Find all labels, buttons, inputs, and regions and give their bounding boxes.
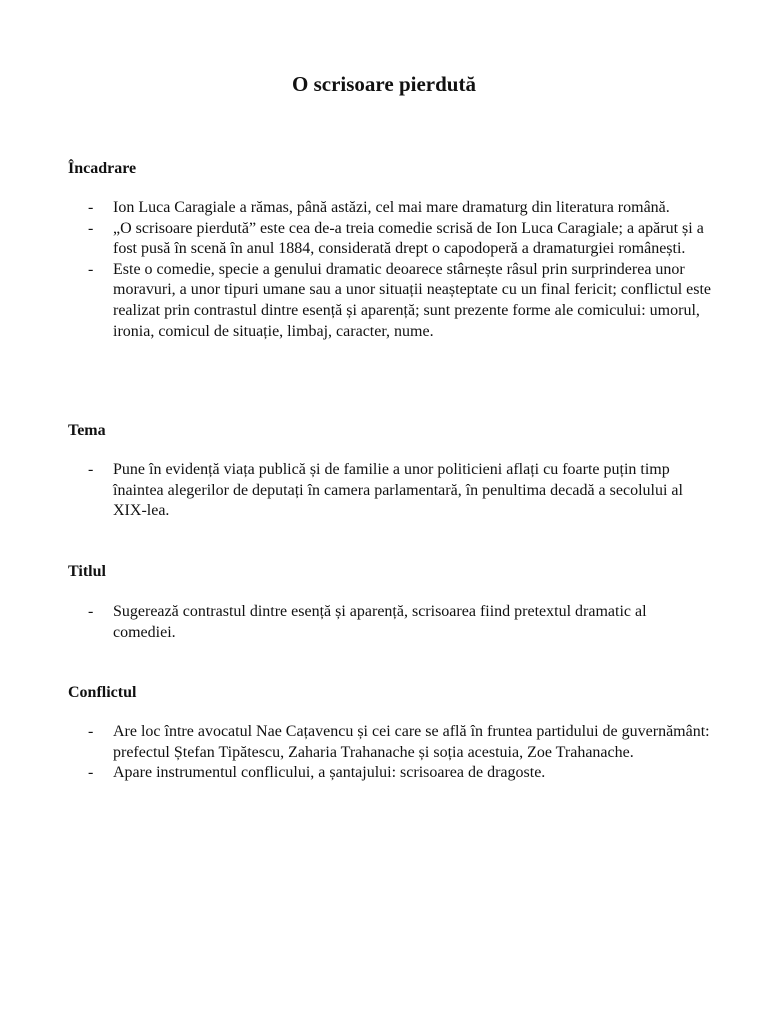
section-heading-conflictul: Conflictul (68, 684, 137, 701)
list-item-text: Are loc între avocatul Nae Cațavencu și cei care se află în fruntea partidului de guvernământ: prefectul Ștefan Tipătescu, Zaharia Trahanache și soția acestuia, Zoe Trahanache. (113, 723, 710, 761)
section-heading-incadrare: Încadrare (68, 160, 137, 177)
list-item-text: Este o comedie, specie a genului dramatic deoarece stârnește râsul prin surprinderea unor moravuri, a unor tipuri umane sau a unor situații neașteptate cu un final fericit; conflictul este realizat prin contrastul dintre esență și aparență; sunt prezente forme ale comicului: umorul, ironia, comicul de situație, limbaj, caracter, nume. (113, 260, 712, 340)
bullet-dash: - (88, 723, 94, 740)
section-heading-tema: Tema (68, 422, 106, 439)
list-conflictul (88, 722, 712, 784)
bullet-dash: - (88, 764, 94, 782)
list-item (88, 763, 712, 784)
list-item (88, 219, 712, 260)
list-item-text: Sugerează contrastul dintre esență și aparență, scrisoarea fiind pretextul dramatic al comediei. (113, 603, 647, 641)
list-item (88, 722, 712, 763)
list-titlul (88, 602, 712, 643)
list-item-text: Pune în evidență viața publică și de familie a unor politicieni aflați cu foarte puțin timp înaintea alegerilor de deputați în camera parlamentară, în penultima decadă a secolului al XIX-lea. (113, 461, 683, 520)
list-item (88, 260, 712, 342)
bullet-dash: - (88, 603, 94, 620)
list-item-text: „O scrisoare pierdută” este cea de-a treia comedie scrisă de Ion Luca Caragiale; a apărut și a fost pusă în scenă în anul 1884, considerată drept o capodoperă a dramaturgiei românești. (113, 219, 704, 258)
list-tema (88, 460, 712, 522)
list-item-text: Apare instrumentul conflicului, a șantajului: scrisoarea de dragoste. (113, 764, 546, 782)
bullet-dash: - (88, 219, 94, 237)
list-item (88, 602, 712, 643)
bullet-dash: - (88, 260, 94, 278)
section-heading-titlul: Titlul (68, 563, 106, 580)
list-incadrare (88, 198, 712, 342)
list-item-text: Ion Luca Caragiale a rămas, până astăzi, cel mai mare dramaturg din literatura română. (113, 199, 670, 216)
page-title: O scrisoare pierdută (292, 72, 476, 96)
list-item (88, 460, 712, 522)
bullet-dash: - (88, 461, 94, 478)
bullet-dash: - (88, 199, 94, 216)
list-item (88, 198, 712, 219)
